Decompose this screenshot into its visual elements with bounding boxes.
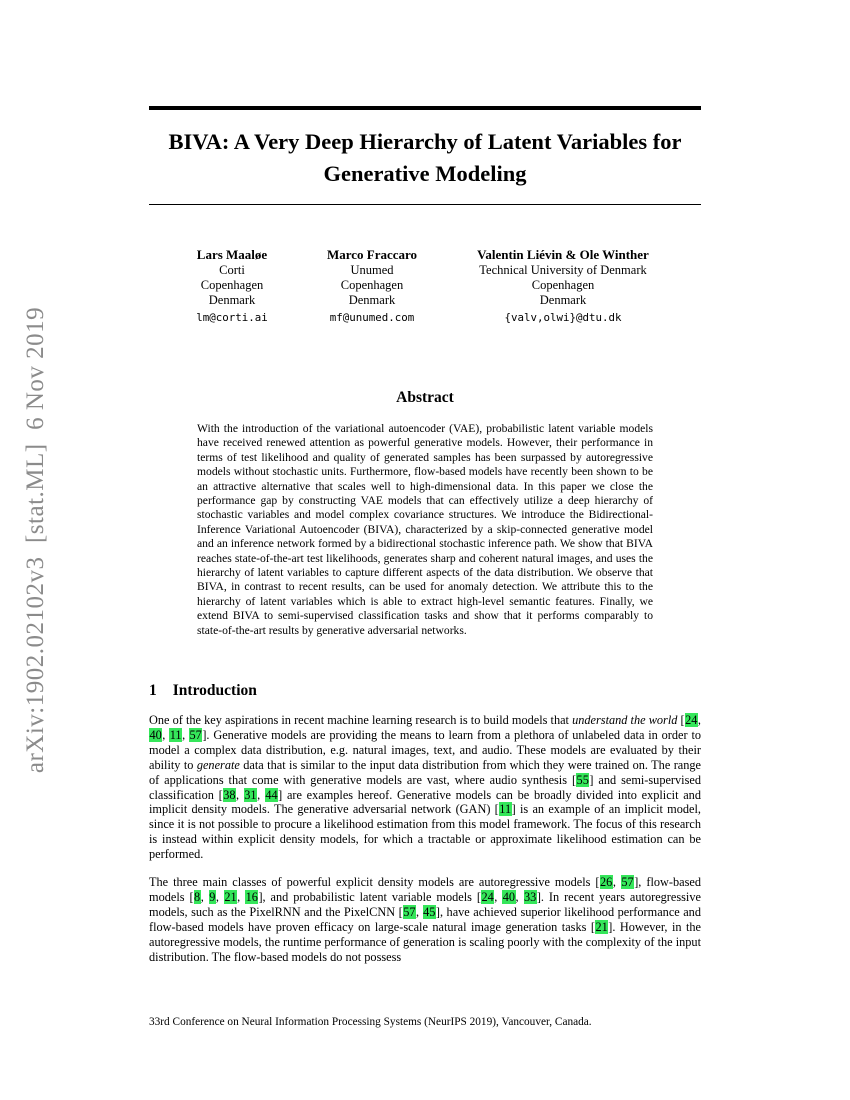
author-affiliation-line: Denmark [539, 292, 587, 307]
citation-link[interactable]: 21 [595, 919, 608, 934]
section-heading-introduction [149, 682, 701, 700]
author-1 [196, 247, 268, 325]
text-segment: , [200, 889, 209, 904]
author-affiliation-line: Unumed [350, 262, 394, 277]
citation-link[interactable]: 16 [245, 889, 258, 904]
text-segment: ]. In recent years autoregressive models, such as the PixelRNN and the PixelCNN [ [149, 889, 701, 919]
citation-link[interactable]: 45 [423, 904, 436, 919]
text-segment: One of the key aspirations in recent machine learning research is to build models that [149, 712, 573, 727]
text-segment: understand the world [572, 712, 678, 727]
citation-link[interactable]: 31 [244, 787, 257, 802]
text-segment: ]. Generative models are providing the means to learn from a plethora of unlabeled data in order to model a complex data distribution, e.g. natural images, text, and audio. These models are evaluated by their ability to [149, 727, 702, 772]
author-affiliation-line: Copenhagen [531, 277, 595, 292]
citation-link[interactable]: 40 [502, 889, 516, 904]
citation-link[interactable]: 33 [524, 889, 537, 904]
paper-title: BIVA: A Very Deep Hierarchy of Latent Variables for Generative Modeling [168, 129, 682, 186]
citation-link[interactable]: 24 [481, 889, 494, 904]
author-affiliation-line: Denmark [208, 292, 256, 307]
author-name: Valentin Liévin & Ole Winther [477, 246, 649, 262]
text-segment: data that is similar to the input data distribution from which they were trained on. The range of applications that come with generative models are vast, where audio synthesis [ [149, 757, 701, 787]
text-segment: , [215, 889, 224, 904]
section-number: 1 [149, 681, 157, 699]
text-segment: ], have achieved superior likelihood performance and flow-based models have proven efficacy on large-scale natural image generation tasks [ [149, 904, 701, 934]
paper-content-column [149, 0, 701, 964]
citation-link[interactable]: 24 [685, 712, 698, 727]
text-segment: , [612, 875, 621, 890]
author-block [149, 247, 701, 351]
text-segment: ], flow-based models [ [149, 875, 701, 904]
text-segment: , [416, 904, 423, 919]
author-name: Marco Fraccaro [326, 246, 418, 262]
text-segment: The three main classes of powerful explicit density models are autoregressive models [ [149, 875, 600, 890]
author-affiliation-line: Corti [219, 262, 245, 277]
citation-link[interactable]: 57 [621, 875, 634, 890]
citation-link[interactable]: 57 [403, 904, 416, 919]
citation-link[interactable]: 11 [169, 727, 182, 742]
section-title: Introduction [172, 681, 257, 699]
author-3 [477, 247, 649, 325]
citation-link[interactable]: 55 [576, 772, 589, 787]
text-segment: , [182, 727, 190, 742]
text-segment: ] is an example of an implicit model, since it is not possible to procure a likelihood estimation from this model framework. The focus of this research is instead within explicit density models, for which a tractable or approximate likelihood estimation can be performed. [149, 802, 701, 862]
author-affiliation-line: Copenhagen [340, 277, 404, 292]
author-2 [327, 247, 417, 325]
text-segment: ], and probabilistic latent variable models [ [258, 889, 481, 904]
author-affiliation-line: Copenhagen [200, 277, 264, 292]
text-segment: [ [677, 712, 685, 727]
title-rule-top [149, 106, 701, 110]
citation-link[interactable]: 21 [224, 889, 237, 904]
citation-link[interactable]: 57 [189, 727, 202, 742]
citation-link[interactable]: 44 [265, 787, 278, 802]
title-rule-bottom [149, 204, 701, 205]
citation-link[interactable]: 9 [209, 889, 216, 904]
text-segment: ] are examples hereof. Generative models can be broadly divided into explicit and implicit density models. The generative adversarial network (GAN) [ [149, 787, 701, 817]
author-email: mf@unumed.com [329, 310, 415, 324]
author-name: Lars Maaløe [196, 246, 268, 262]
text-segment: ]. However, in the autoregressive models, the runtime performance of generation is scaling poorly with the complexity of the input distribution. The flow-based models do not possess [149, 919, 701, 964]
abstract-text: With the introduction of the variational autoencoder (VAE), probabilistic latent variable models have received renewed attention as powerful generative models. However, their performance in terms of test likelihood and quality of generated samples has been surpassed by autoregressive models without stochastic units. Furthermore, flow-based models have recently been shown to be an attractive alternative that scales well to high-dimensional data. In this paper we close the performance gap by constructing VAE models that can effectively utilize a deep hierarchy of stochastic variables and model complex covariance structures. We introduce the Bidirectional-Inference Variational Autoencoder (BIVA), characterized by a skip-connected generative model and an inference network formed by a bidirectional stochastic inference path. We show that BIVA reaches state-of-the-art test likelihoods, generates sharp and coherent natural images, and uses the hierarchy of latent variables to capture different aspects of the data distribution. We observe that BIVA, in contrast to recent results, can be used for anomaly detection. We attribute this to the hierarchy of latent variables which is able to extract high-level semantic features. Finally, we extend BIVA to semi-supervised classification tasks and show that it performs comparably to state-of-the-art results by generative adversarial networks. [197, 421, 653, 637]
footer-conference-note: 33rd Conference on Neural Information Processing Systems (NeurIPS 2019), Vancouver, Canada. [149, 1016, 592, 1028]
text-segment: , [494, 889, 503, 904]
author-email: lm@corti.ai [196, 310, 268, 324]
text-segment: , [697, 712, 701, 727]
text-segment: , [235, 787, 244, 802]
citation-link[interactable]: 11 [499, 802, 512, 817]
abstract-heading: Abstract [396, 388, 454, 406]
intro-paragraph-2 [149, 875, 701, 964]
author-affiliation-line: Denmark [348, 292, 396, 307]
text-segment: , [162, 727, 170, 742]
citation-link[interactable]: 38 [223, 787, 236, 802]
author-affiliation-line: Technical University of Denmark [479, 262, 647, 277]
citation-link[interactable]: 8 [194, 889, 201, 904]
citation-link[interactable]: 26 [600, 875, 613, 890]
arxiv-watermark: arXiv:1902.02102v3 [stat.ML] 6 Nov 2019 [22, 306, 49, 774]
text-segment: ] and semi-supervised classification [ [149, 772, 701, 802]
text-segment: , [257, 787, 265, 802]
citation-link[interactable]: 40 [149, 727, 162, 742]
text-segment: , [515, 889, 524, 904]
text-segment: generate [196, 757, 240, 772]
text-segment: , [237, 889, 246, 904]
author-email: {valv,olwi}@dtu.dk [504, 310, 622, 324]
intro-paragraph-1 [149, 713, 701, 862]
